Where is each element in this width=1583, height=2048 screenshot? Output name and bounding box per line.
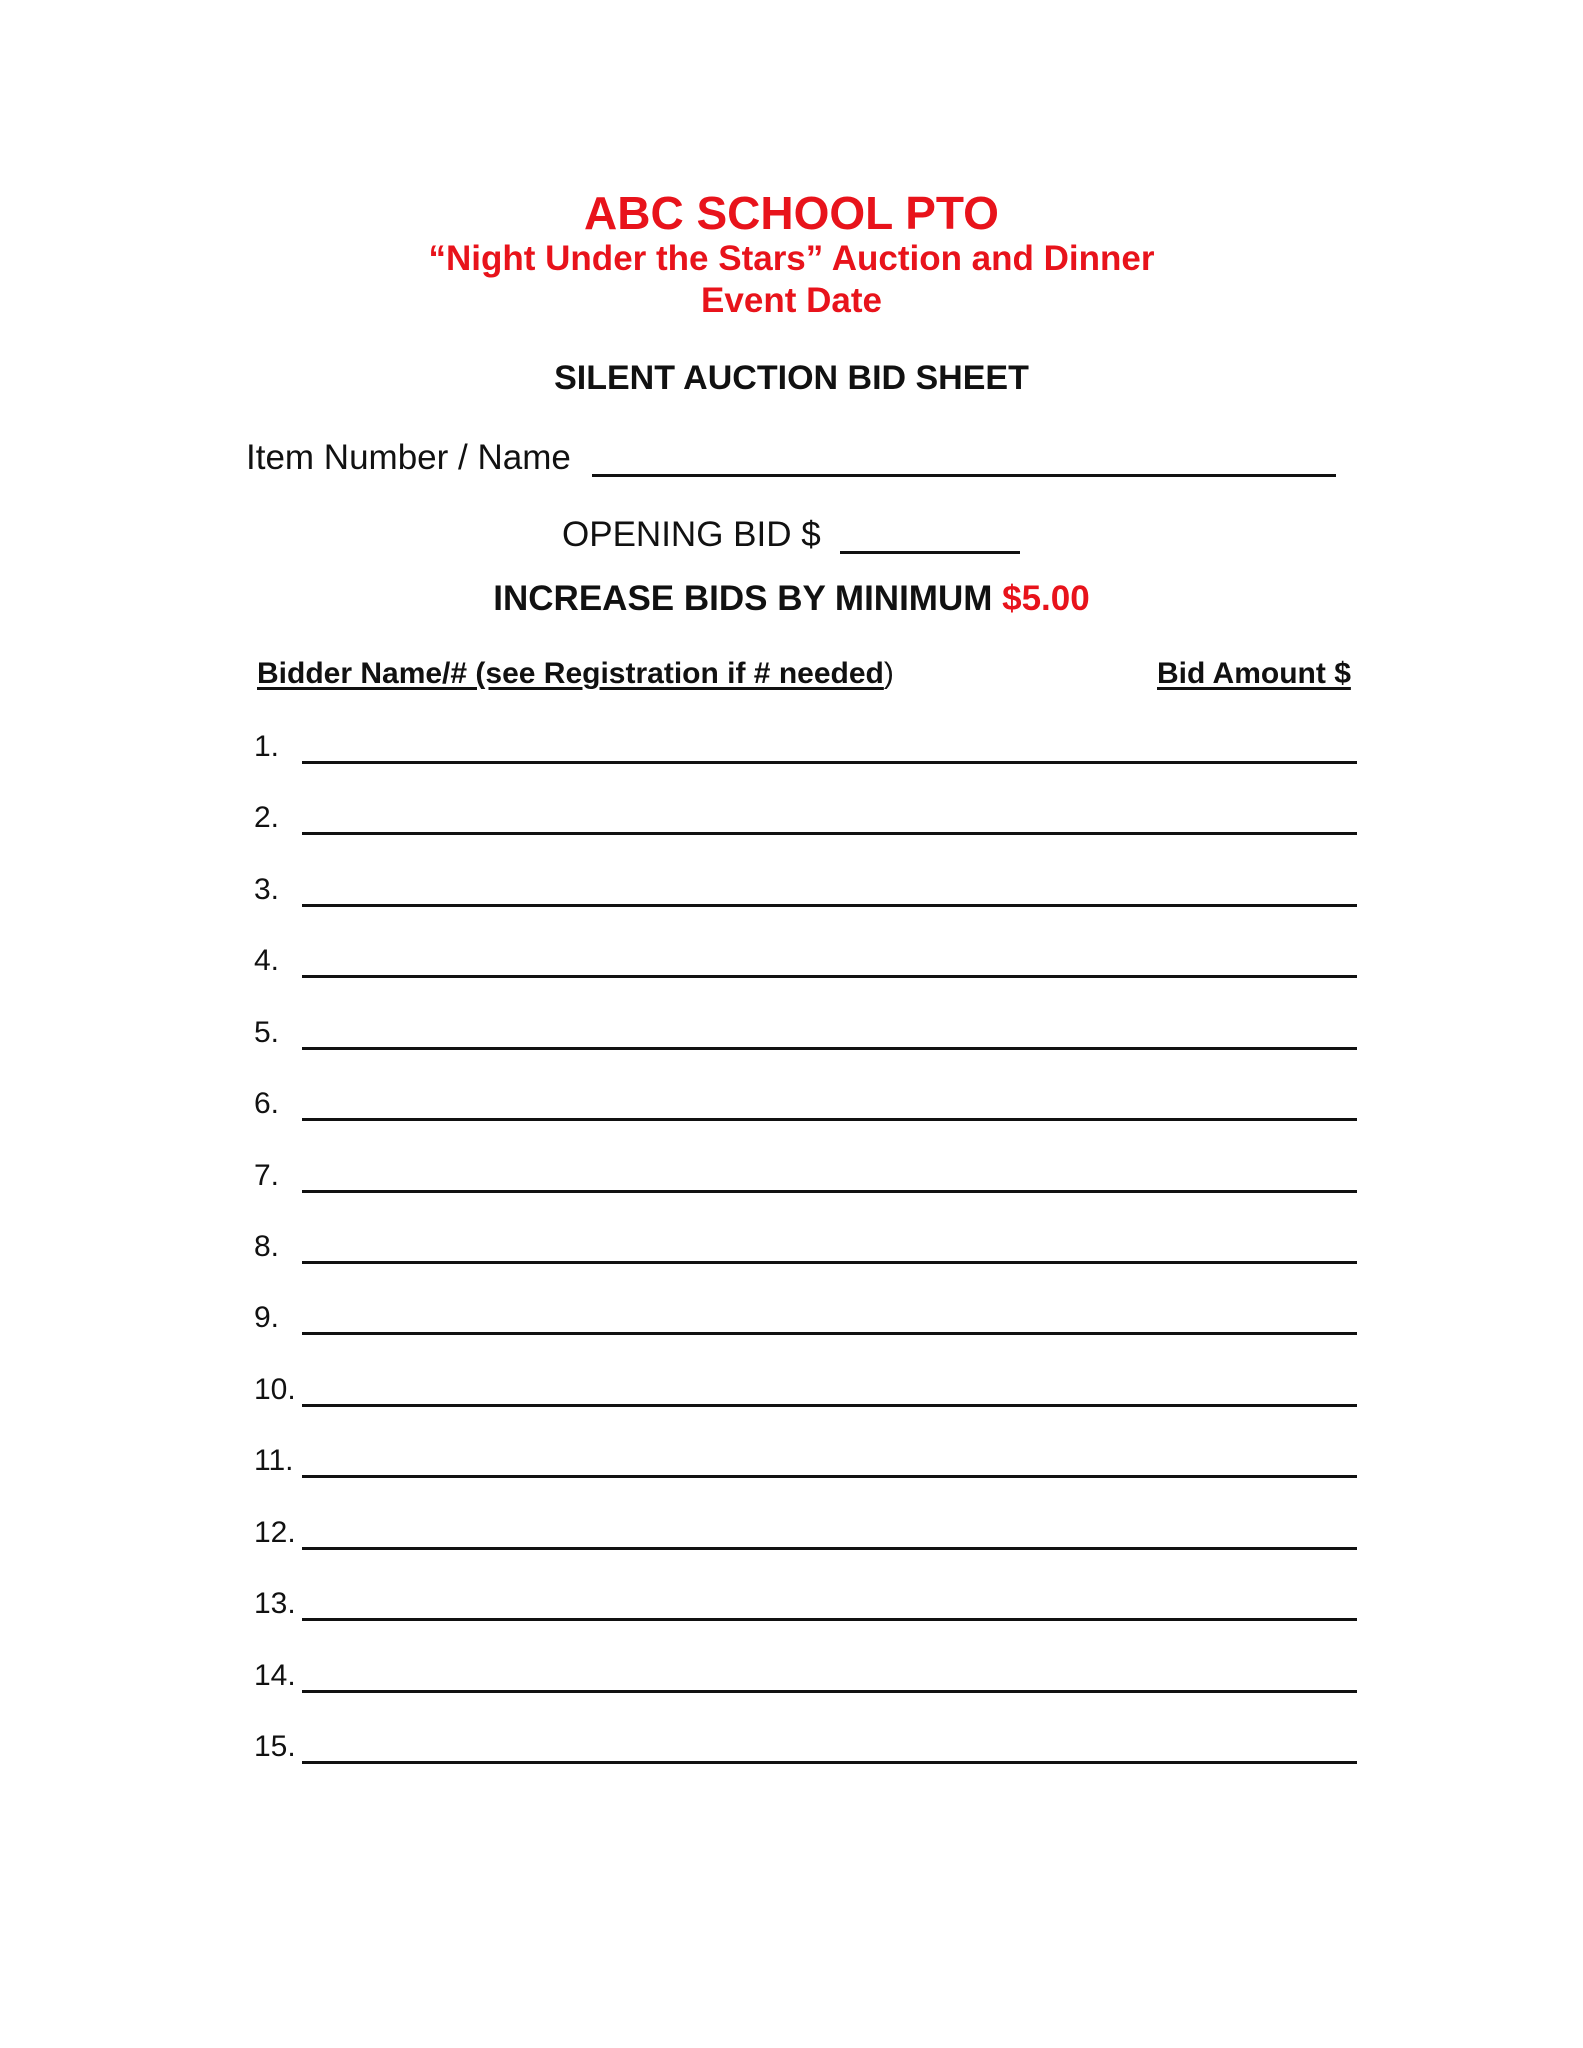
bid-entry-field[interactable]	[302, 1690, 1357, 1693]
increase-bids-label: INCREASE BIDS BY MINIMUM	[493, 579, 993, 618]
bid-row	[254, 870, 1359, 920]
bid-entry-field[interactable]	[302, 1190, 1357, 1193]
opening-bid-label: OPENING BID $	[562, 515, 821, 554]
bid-entry-field[interactable]	[302, 1761, 1357, 1764]
bidder-column-paren: )	[883, 657, 894, 690]
bid-row-number: 1.	[254, 730, 280, 763]
bid-row-number: 4.	[254, 944, 280, 977]
bid-entry-field[interactable]	[302, 1547, 1357, 1550]
bid-row	[254, 1513, 1359, 1563]
bid-row	[254, 1584, 1359, 1634]
bid-row-number: 10.	[254, 1373, 296, 1406]
bid-entry-field[interactable]	[302, 1118, 1357, 1121]
bid-entry-field[interactable]	[302, 904, 1357, 907]
event-date: Event Date	[701, 281, 882, 320]
bid-entry-field[interactable]	[302, 1475, 1357, 1478]
bid-row	[254, 1156, 1359, 1206]
bid-row-number: 2.	[254, 801, 280, 834]
bid-row-number: 7.	[254, 1159, 280, 1192]
bid-entry-field[interactable]	[302, 761, 1357, 764]
bid-row	[254, 941, 1359, 991]
bid-entry-field[interactable]	[302, 1618, 1357, 1621]
sheet-heading: SILENT AUCTION BID SHEET	[554, 359, 1029, 397]
bid-row	[254, 1013, 1359, 1063]
bid-entry-field[interactable]	[302, 1047, 1357, 1050]
bidder-column-label: Bidder Name/# (see Registration if # needed	[257, 657, 884, 690]
bid-row-number: 5.	[254, 1016, 280, 1049]
bid-row	[254, 727, 1359, 777]
bid-entry-field[interactable]	[302, 832, 1357, 835]
bid-entry-field[interactable]	[302, 1404, 1357, 1407]
page-title: ABC SCHOOL PTO	[584, 187, 999, 239]
bid-row-number: 3.	[254, 873, 280, 906]
bid-row-number: 15.	[254, 1730, 296, 1763]
bid-row-number: 11.	[254, 1444, 294, 1477]
bid-row	[254, 1298, 1359, 1348]
bid-amount-column-header: Bid Amount $	[1157, 657, 1351, 690]
bid-row	[254, 1370, 1359, 1420]
bid-row-number: 8.	[254, 1230, 280, 1263]
bid-row	[254, 1227, 1359, 1277]
bid-row	[254, 1656, 1359, 1706]
bid-row	[254, 1441, 1359, 1491]
bid-entry-field[interactable]	[302, 975, 1357, 978]
event-subtitle: “Night Under the Stars” Auction and Dinner	[428, 239, 1155, 278]
bid-row	[254, 1727, 1359, 1777]
bid-row-number: 9.	[254, 1301, 280, 1334]
bid-row-number: 6.	[254, 1087, 280, 1120]
bid-entry-field[interactable]	[302, 1261, 1357, 1264]
bid-row	[254, 1084, 1359, 1134]
item-number-name-label: Item Number / Name	[246, 438, 571, 477]
bid-row-number: 14.	[254, 1659, 296, 1692]
bid-row-number: 13.	[254, 1587, 296, 1620]
bid-entry-field[interactable]	[302, 1332, 1357, 1335]
bid-row-number: 12.	[254, 1516, 296, 1549]
bid-row	[254, 798, 1359, 848]
increase-bids-amount: $5.00	[1002, 579, 1090, 618]
